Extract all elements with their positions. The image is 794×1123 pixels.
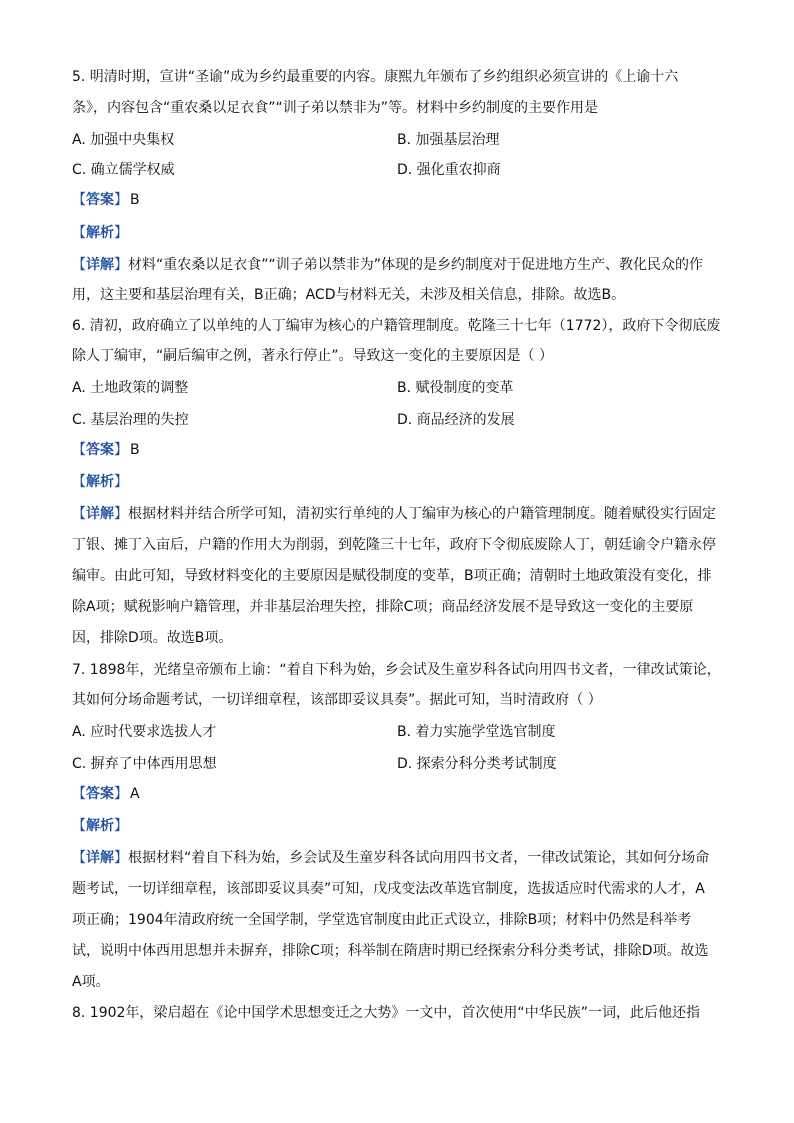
- q7-detail-line-2: 题考试，一切详细章程，该部即妥议具奏”可知，戊戌变法改革选官制度，选拔适应时代需求的人才，A: [72, 881, 705, 897]
- q7-detail-line-1: [72, 848, 722, 868]
- bracket-open: 【: [72, 442, 86, 458]
- q7-answer: [72, 784, 140, 804]
- q5-detail-line-1: [72, 255, 722, 275]
- q5-stem-line-1: 5. 明清时期，宣讲“圣谕”成为乡约最重要的内容。康熙九年颁布了乡约组织必须宣讲的《上谕十六: [72, 69, 679, 85]
- bracket-close: 】: [114, 818, 128, 834]
- q7-option-c: C. 摒弃了中体西用思想: [72, 756, 217, 772]
- bracket-open: 【: [72, 225, 86, 241]
- q6-detail-line-4: 除A项；赋税影响户籍管理，并非基层治理失控，排除C项；商品经济发展不是导致这一变化的主要原: [72, 599, 694, 615]
- q6-detail-line-5: 因，排除D项。故选B项。: [72, 630, 233, 646]
- bracket-close: 】: [114, 257, 128, 273]
- q6-detail-line-3: 编审。由此可知，导致材料变化的主要原因是赋役制度的变革，B项正确；清朝时土地政策没有变化，排: [72, 568, 712, 584]
- q5-option-a: A. 加强中央集权: [72, 132, 175, 148]
- detail-label: 详解: [86, 506, 114, 522]
- bracket-open: 【: [72, 818, 86, 834]
- q5-stem-line-2: 条》，内容包含“重农桑以足衣食”“训子弟以禁非为”等。材料中乡约制度的主要作用是: [72, 100, 599, 116]
- q5-analysis: [72, 223, 128, 243]
- detail-text: 根据材料“着自下科为始，乡会试及生童岁科各试向用四书文者，一律改试策论，其如何分场命: [128, 850, 710, 866]
- q7-option-a: A. 应时代要求选拔人才: [72, 724, 217, 740]
- bracket-open: 【: [72, 474, 86, 490]
- bracket-open: 【: [72, 850, 86, 866]
- bracket-open: 【: [72, 786, 86, 802]
- q7-stem-line-2: 其如何分场命题考试，一切详细章程，该部即妥议具奏”。据此可知，当时清政府（ ）: [72, 692, 602, 708]
- bracket-open: 【: [72, 257, 86, 273]
- answer-label: 答案: [86, 192, 114, 208]
- q7-option-d: D. 探索分科分类考试制度: [397, 756, 557, 772]
- answer-label: 答案: [86, 786, 114, 802]
- q6-option-c: C. 基层治理的失控: [72, 412, 189, 428]
- q6-stem-line-2: 除人丁编审，“嗣后编审之例，著永行停止”。导致这一变化的主要原因是（ ）: [72, 348, 553, 364]
- q6-option-a: A. 土地政策的调整: [72, 380, 189, 396]
- detail-text: 根据材料并结合所学可知，清初实行单纯的人丁编审为核心的户籍管理制度。随着赋役实行固定: [128, 506, 716, 522]
- answer-label: 答案: [86, 442, 114, 458]
- q5-option-b: B. 加强基层治理: [397, 132, 500, 148]
- q6-option-d: D. 商品经济的发展: [397, 412, 515, 428]
- q5-option-c: C. 确立儒学权威: [72, 162, 175, 178]
- q7-option-b: B. 着力实施学堂选官制度: [397, 724, 556, 740]
- analysis-label: 解析: [86, 474, 114, 490]
- q7-stem-line-1: 7. 1898年，光绪皇帝颁布上谕：“着自下科为始，乡会试及生童岁科各试向用四书文者，一律改试策论，: [72, 662, 721, 678]
- q7-analysis: [72, 816, 128, 836]
- answer-value: B: [130, 442, 140, 458]
- analysis-label: 解析: [86, 818, 114, 834]
- bracket-close: 】: [114, 850, 128, 866]
- q6-detail-line-1: [72, 504, 722, 524]
- q6-answer: [72, 440, 140, 460]
- q5-detail-line-2: 用，这主要和基层治理有关，B正确；ACD与材料无关，未涉及相关信息，排除。故选B。: [72, 287, 626, 303]
- detail-label: 详解: [86, 257, 114, 273]
- detail-text: 材料“重农桑以足衣食”“训子弟以禁非为”体现的是乡约制度对于促进地方生产、教化民众的作: [128, 257, 704, 273]
- q8-stem-line-1: 8. 1902年，梁启超在《论中国学术思想变迁之大势》一文中，首次使用“中华民族”一词，此后他还指: [72, 1005, 700, 1021]
- q5-answer: [72, 190, 140, 210]
- answer-value: A: [130, 786, 140, 802]
- q6-stem-line-1: 6. 清初，政府确立了以单纯的人丁编审为核心的户籍管理制度。乾隆三十七年（1772），政府下令彻底废: [72, 318, 721, 334]
- q5-option-d: D. 强化重农抑商: [397, 162, 501, 178]
- q7-detail-line-3: 项正确；1904年清政府统一全国学制，学堂选官制度由此正式设立，排除B项；材料中仍然是科举考: [72, 912, 692, 928]
- q6-option-b: B. 赋役制度的变革: [397, 380, 514, 396]
- bracket-close: 】: [114, 225, 128, 241]
- bracket-open: 【: [72, 506, 86, 522]
- answer-value: B: [130, 192, 140, 208]
- detail-label: 详解: [86, 850, 114, 866]
- bracket-open: 【: [72, 192, 86, 208]
- q6-detail-line-2: 丁银、摊丁入亩后，户籍的作用大为削弱，到乾隆三十七年，政府下令彻底废除人丁，朝廷谕令户籍永停: [72, 537, 716, 553]
- q7-detail-line-5: A项。: [72, 974, 110, 990]
- bracket-close: 】: [114, 474, 128, 490]
- bracket-close: 】: [114, 786, 128, 802]
- bracket-close: 】: [114, 442, 128, 458]
- q6-analysis: [72, 472, 128, 492]
- bracket-close: 】: [114, 506, 128, 522]
- q7-detail-line-4: 试，说明中体西用思想并未摒弃，排除C项；科举制在隋唐时期已经探索分科分类考试，排除D项。故选: [72, 943, 709, 959]
- analysis-label: 解析: [86, 225, 114, 241]
- bracket-close: 】: [114, 192, 128, 208]
